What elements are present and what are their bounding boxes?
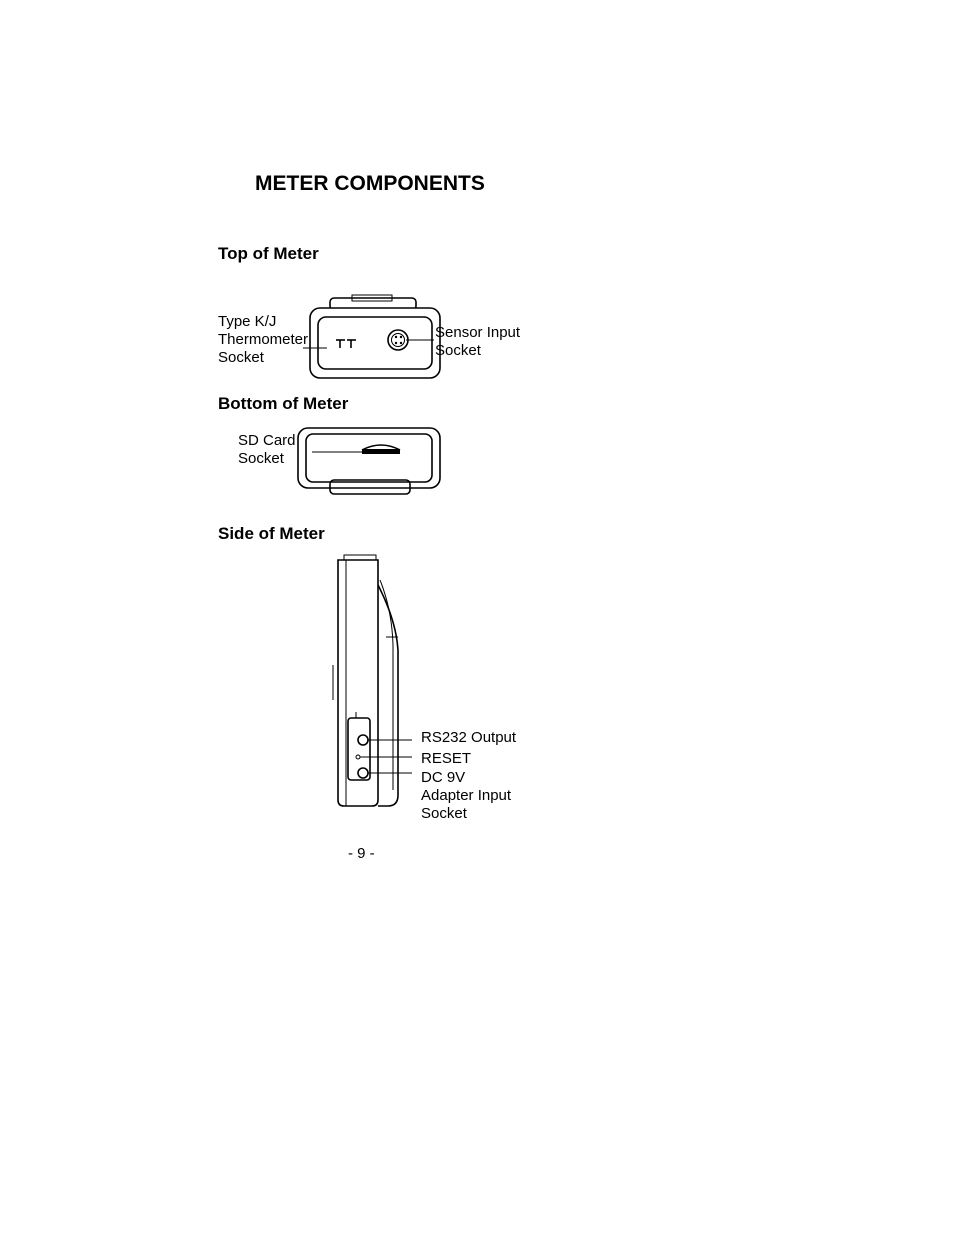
thermometer-socket-label: Type K/J Thermometer Socket [218,313,309,366]
reset-label: RESET [421,750,472,767]
page-number: - 9 - [348,845,375,862]
meter-top-view [310,295,440,378]
dc-adapter-socket-label: DC 9V Adapter Input Socket [421,769,512,822]
section-heading-top: Top of Meter [218,244,319,263]
page-title: METER COMPONENTS [255,172,485,195]
sd-card-socket-label: SD Card Socket [238,432,296,467]
meter-bottom-view [298,428,440,494]
sensor-input-socket-label: Sensor Input Socket [435,324,521,359]
section-heading-side: Side of Meter [218,524,325,543]
rs232-output-label: RS232 Output [421,729,517,746]
meter-side-view [333,555,398,806]
section-heading-bottom: Bottom of Meter [218,394,349,413]
